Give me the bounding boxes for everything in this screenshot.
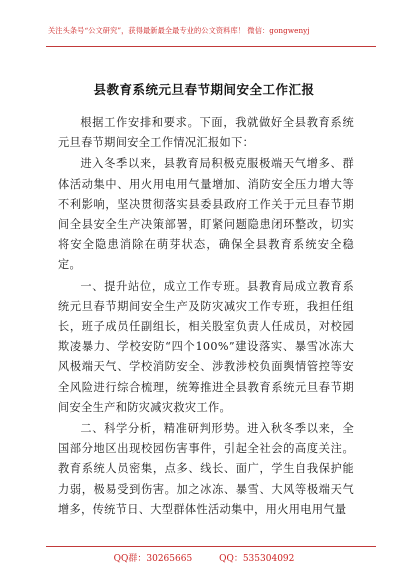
header-divider	[46, 46, 376, 47]
footer-divider	[46, 546, 376, 547]
paragraph-section-two: 二、科学分析，精准研判形势。进入秋冬季以来，全国部分地区出现校园伤害事件，引起全社会的高度关注。教育系统人员密集，点多、线长、面广，学生自我保护能力弱，极易受到伤害。加之冰冻、暴雪、大风等极端天气增多，传统节日、大型群体性活动集中，用火用电用气量	[58, 422, 354, 516]
paragraph-overview: 进入冬季以来，县教育局积极克服极端天气增多、群体活动集中、用火用电用气量增加、消防安全压力增大等不利影响，坚决贯彻落实县委县政府工作关于元旦春节期间全县安全生产决策部署，盯紧问题隐患闭环整改，切实将安全隐患消除在萌芽状态，确保全县教育系统安全稳定。	[58, 157, 354, 272]
paragraph-intro: 根据工作安排和要求。下面，我就做好全县教育系统元旦春节期间安全工作情况汇报如下：	[58, 116, 354, 150]
footer-contact	[0, 551, 408, 564]
document-body	[58, 113, 354, 521]
document-title: 县教育系统元旦春节期间安全工作汇报	[93, 82, 315, 97]
footer-qq-group: QQ群：30265665	[113, 554, 193, 564]
paragraph-section-one: 一、提升站位，成立工作专班。县教育局成立教育系统元旦春节期间安全生产及防灾减灾工作专班，我担任组长，班子成员任副组长，相关股室负责人任成员，对校园欺凌暴力、学校安防“四个100%”建设落实、暴雪冰冻大风极端天气、学校消防安全、涉教涉校负面舆情管控等安全风险进行综合梳理，统筹推进全县教育系统元旦春节期间安全生产和防灾减灾救灾工作。	[58, 279, 354, 414]
header-banner: 关注头条号“公文研究”，获得最新最全最专业的公文资料库！ 微信：gongwenyj	[48, 26, 310, 35]
footer-qq: QQ：535304092	[219, 554, 295, 564]
